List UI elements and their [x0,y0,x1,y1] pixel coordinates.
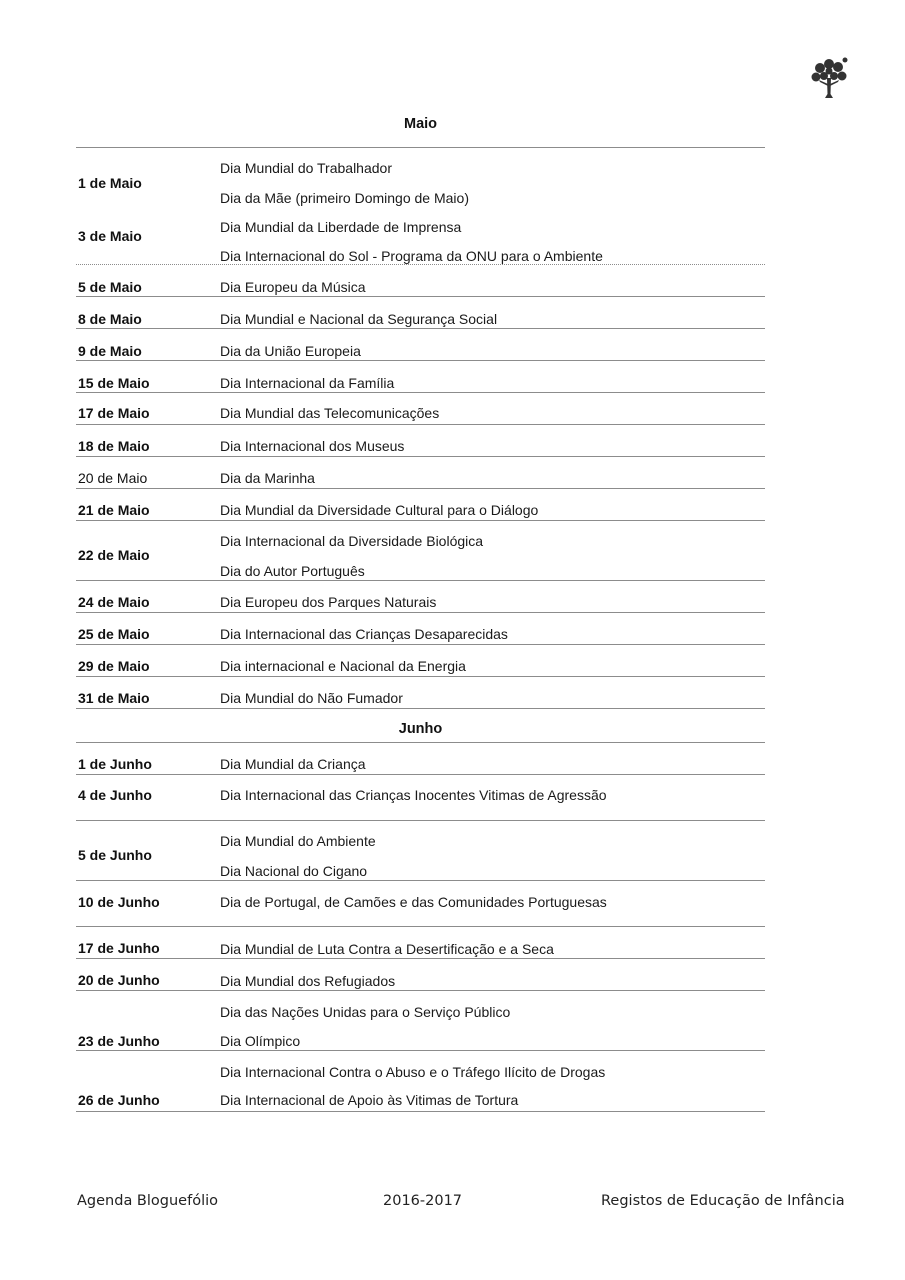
divider [76,676,765,677]
divider [76,147,765,148]
event-date: 3 de Maio [78,228,142,244]
divider [76,774,765,775]
event-name: Dia da Marinha [220,470,315,486]
event-name: Dia Internacional das Crianças Desaparecidas [220,626,508,642]
event-date: 23 de Junho [78,1033,160,1049]
event-date: 5 de Junho [78,847,152,863]
event-date: 8 de Maio [78,311,142,327]
event-name: Dia da União Europeia [220,343,361,359]
event-name: Dia Mundial de Luta Contra a Desertificação e a Seca [220,941,554,957]
event-name: Dia Mundial do Trabalhador [220,160,392,176]
divider [76,488,765,489]
event-date: 29 de Maio [78,658,150,674]
footer-right: Registos de Educação de Infância [601,1193,845,1209]
event-name: Dia Mundial dos Refugiados [220,973,396,989]
event-name: Dia Internacional de Apoio às Vitimas de Tortura [220,1092,519,1108]
event-name: Dia Mundial e Nacional da Segurança Social [220,311,498,327]
event-date: 25 de Maio [78,626,150,642]
event-name: Dia Europeu da Música [220,279,366,295]
event-name: Dia Internacional da Família [220,375,395,391]
event-name: Dia das Nações Unidas para o Serviço Público [220,1004,511,1020]
event-date: 1 de Junho [78,756,152,772]
event-name: Dia de Portugal, de Camões e das Comunidades Portuguesas [220,894,607,910]
event-date: 31 de Maio [78,690,150,706]
event-name: Dia Internacional Contra o Abuso e o Tráfego Ilícito de Drogas [220,1064,606,1080]
divider [76,520,765,521]
divider [76,580,765,581]
divider [76,990,765,991]
event-date: 17 de Junho [78,940,160,956]
event-date: 18 de Maio [78,438,150,454]
event-name: Dia da Mãe (primeiro Domingo de Maio) [220,190,469,206]
event-name: Dia Mundial do Ambiente [220,833,376,849]
event-date: 20 de Maio [78,470,148,486]
divider [76,926,765,927]
divider [76,742,765,743]
event-date: 17 de Maio [78,405,150,421]
footer-left: Agenda Bloguefólio [77,1193,218,1209]
divider [76,612,765,613]
event-date: 15 de Maio [78,375,150,391]
event-name: Dia Mundial das Telecomunicações [220,405,440,421]
event-date: 5 de Maio [78,279,142,295]
divider [76,820,765,821]
event-name: Dia Mundial do Não Fumador [220,690,403,706]
divider [76,296,765,297]
event-name: Dia Internacional dos Museus [220,438,405,454]
event-date: 26 de Junho [78,1092,160,1108]
divider [76,1050,765,1051]
divider [76,644,765,645]
divider [76,328,765,329]
event-date: 4 de Junho [78,787,152,803]
event-name: Dia Mundial da Liberdade de Imprensa [220,219,462,235]
divider [76,392,765,393]
event-name: Dia Mundial da Diversidade Cultural para o Diálogo [220,502,539,518]
divider [76,424,765,425]
event-name: Dia Mundial da Criança [220,756,366,772]
tree-logo-icon [808,54,850,102]
event-name: Dia Nacional do Cigano [220,863,368,879]
event-name: Dia Internacional das Crianças Inocentes Vitimas de Agressão [220,787,607,803]
event-name: Dia Internacional do Sol - Programa da ONU para o Ambiente [220,248,603,264]
event-name: Dia Europeu dos Parques Naturais [220,594,437,610]
footer-center: 2016-2017 [383,1193,463,1209]
divider [76,360,765,361]
event-name: Dia Internacional da Diversidade Biológica [220,533,484,549]
event-name: Dia do Autor Português [220,563,365,579]
event-name: Dia Olímpico [220,1033,301,1049]
divider [76,880,765,881]
event-date: 24 de Maio [78,594,150,610]
event-date: 9 de Maio [78,343,142,359]
divider [76,958,765,959]
event-date: 21 de Maio [78,502,150,518]
divider [76,456,765,457]
event-name: Dia internacional e Nacional da Energia [220,658,466,674]
section-title-june: Junho [398,721,443,737]
event-date: 20 de Junho [78,972,160,988]
event-date: 10 de Junho [78,894,160,910]
event-date: 22 de Maio [78,547,150,563]
section-title-may: Maio [403,116,438,132]
divider [76,708,765,709]
divider [76,1111,765,1112]
event-date: 1 de Maio [78,175,142,191]
